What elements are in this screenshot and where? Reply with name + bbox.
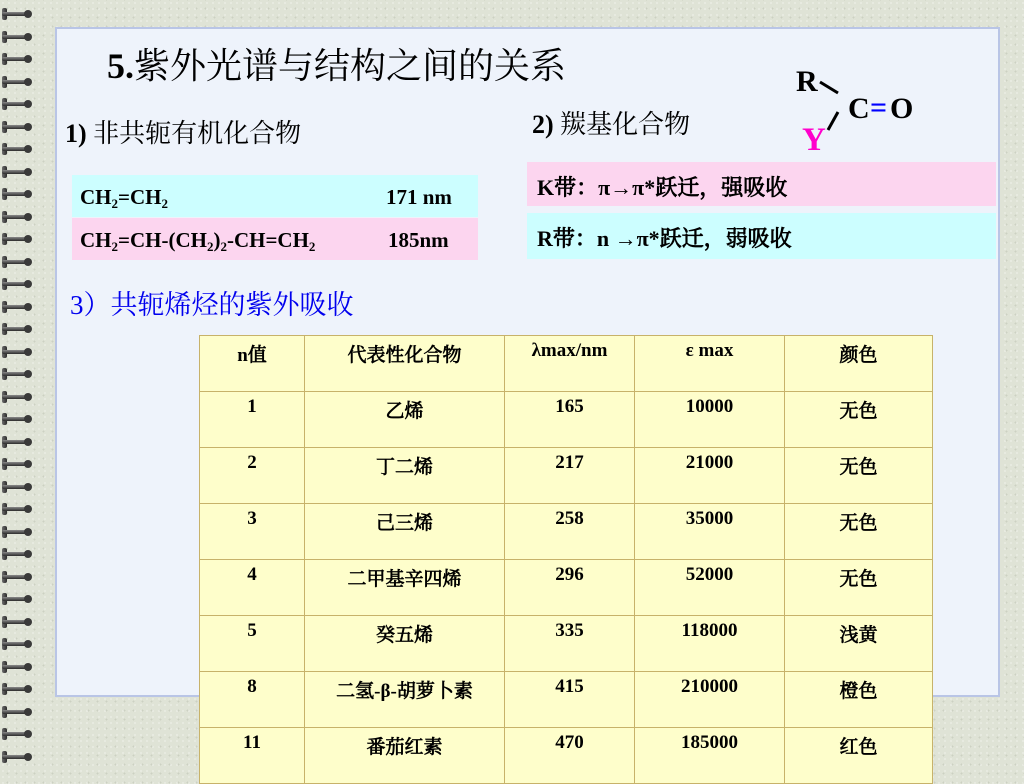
binding-ring <box>2 503 36 515</box>
cell-n: 3 <box>200 504 305 560</box>
y-group-label: Y <box>802 122 826 158</box>
section-heading-nonconjugated <box>65 113 301 150</box>
binding-ring <box>2 323 36 335</box>
table-row <box>200 504 933 560</box>
cell-color: 无色 <box>785 448 933 504</box>
table-row <box>200 392 933 448</box>
binding-ring <box>2 233 36 245</box>
carbonyl-structure <box>790 60 930 160</box>
binding-ring <box>2 346 36 358</box>
compound-wavelength: 185nm <box>388 228 449 252</box>
section-text: 共轭烯烃的紫外吸收 <box>110 290 354 320</box>
page-title <box>107 38 566 89</box>
cell-lambda: 415 <box>505 672 635 728</box>
cell-color: 红色 <box>785 728 933 784</box>
title-text: 紫外光谱与结构之间的关系 <box>134 46 567 86</box>
header-epsilon-max: ε max <box>635 336 785 392</box>
compound-formula: $CH_2=CH_2$ <box>80 185 168 211</box>
cell-lambda: 258 <box>505 504 635 560</box>
cell-epsilon: 52000 <box>635 560 785 616</box>
header-lambda-max: λmax/nm <box>505 336 635 392</box>
binding-ring <box>2 616 36 628</box>
cell-n: 4 <box>200 560 305 616</box>
binding-ring <box>2 683 36 695</box>
cell-n: 1 <box>200 392 305 448</box>
compound-formula: $CH_2=CH-(CH_2)_2-CH=CH_2$ <box>80 228 316 254</box>
section-number: 2) <box>532 110 554 139</box>
cell-compound: 二氢-β-胡萝卜素 <box>305 672 505 728</box>
cell-lambda: 165 <box>505 392 635 448</box>
oxygen-label: O <box>890 92 914 125</box>
binding-ring <box>2 98 36 110</box>
cell-epsilon: 185000 <box>635 728 785 784</box>
binding-ring <box>2 188 36 200</box>
cell-epsilon: 118000 <box>635 616 785 672</box>
binding-ring <box>2 8 36 20</box>
binding-ring <box>2 121 36 133</box>
compound-wavelength: 171 nm <box>386 185 452 209</box>
section-text: 非共轭有机化合物 <box>86 119 302 148</box>
cell-epsilon: 10000 <box>635 392 785 448</box>
section-number: 3） <box>70 290 111 320</box>
cell-epsilon: 210000 <box>635 672 785 728</box>
double-bond-label: = <box>870 91 888 124</box>
binding-ring <box>2 166 36 178</box>
cell-lambda: 217 <box>505 448 635 504</box>
cell-n: 2 <box>200 448 305 504</box>
cell-compound: 番茄红素 <box>305 728 505 784</box>
cell-epsilon: 35000 <box>635 504 785 560</box>
carbon-label: C <box>848 92 870 125</box>
r-group-label: R <box>796 65 818 98</box>
section-heading-conjugated <box>70 283 354 322</box>
spiral-binding <box>0 0 40 768</box>
cell-lambda: 335 <box>505 616 635 672</box>
cell-n: 11 <box>200 728 305 784</box>
header-compound: 代表性化合物 <box>305 336 505 392</box>
binding-ring <box>2 211 36 223</box>
cell-color: 无色 <box>785 560 933 616</box>
cell-n: 8 <box>200 672 305 728</box>
binding-ring <box>2 458 36 470</box>
cell-compound: 己三烯 <box>305 504 505 560</box>
binding-ring <box>2 436 36 448</box>
binding-ring <box>2 368 36 380</box>
binding-ring <box>2 571 36 583</box>
binding-ring <box>2 526 36 538</box>
table-row <box>200 448 933 504</box>
binding-ring <box>2 31 36 43</box>
binding-ring <box>2 391 36 403</box>
table-row <box>200 560 933 616</box>
k-band-text: K带：π→π*跃迁，强吸收 <box>537 175 788 200</box>
binding-ring <box>2 751 36 763</box>
table-row <box>200 672 933 728</box>
binding-ring <box>2 593 36 605</box>
compound-row-ethylene <box>72 175 478 217</box>
binding-ring <box>2 53 36 65</box>
binding-ring <box>2 661 36 673</box>
cell-color: 无色 <box>785 392 933 448</box>
cell-compound: 丁二烯 <box>305 448 505 504</box>
cell-color: 浅黄 <box>785 616 933 672</box>
cell-lambda: 296 <box>505 560 635 616</box>
binding-ring <box>2 301 36 313</box>
binding-ring <box>2 638 36 650</box>
table-row <box>200 728 933 784</box>
cell-color: 橙色 <box>785 672 933 728</box>
section-heading-carbonyl <box>532 104 690 141</box>
section-text: 羰基化合物 <box>553 110 691 139</box>
polyene-table <box>199 335 933 784</box>
cell-compound: 癸五烯 <box>305 616 505 672</box>
r-band-text: R带：n →π*跃迁，弱吸收 <box>537 226 792 251</box>
binding-ring <box>2 256 36 268</box>
cell-epsilon: 21000 <box>635 448 785 504</box>
cell-compound: 乙烯 <box>305 392 505 448</box>
k-band-box <box>527 162 996 206</box>
cell-color: 无色 <box>785 504 933 560</box>
r-band-box <box>527 213 996 259</box>
cell-compound: 二甲基辛四烯 <box>305 560 505 616</box>
binding-ring <box>2 278 36 290</box>
binding-ring <box>2 548 36 560</box>
binding-ring <box>2 76 36 88</box>
binding-ring <box>2 728 36 740</box>
table-row <box>200 616 933 672</box>
compound-row-butadiene <box>72 218 478 260</box>
header-color: 颜色 <box>785 336 933 392</box>
title-number: 5. <box>107 46 134 86</box>
binding-ring <box>2 706 36 718</box>
section-number: 1) <box>65 119 87 148</box>
table-header-row <box>200 336 933 392</box>
binding-ring <box>2 413 36 425</box>
cell-lambda: 470 <box>505 728 635 784</box>
header-n: n值 <box>200 336 305 392</box>
binding-ring <box>2 143 36 155</box>
cell-n: 5 <box>200 616 305 672</box>
binding-ring <box>2 481 36 493</box>
